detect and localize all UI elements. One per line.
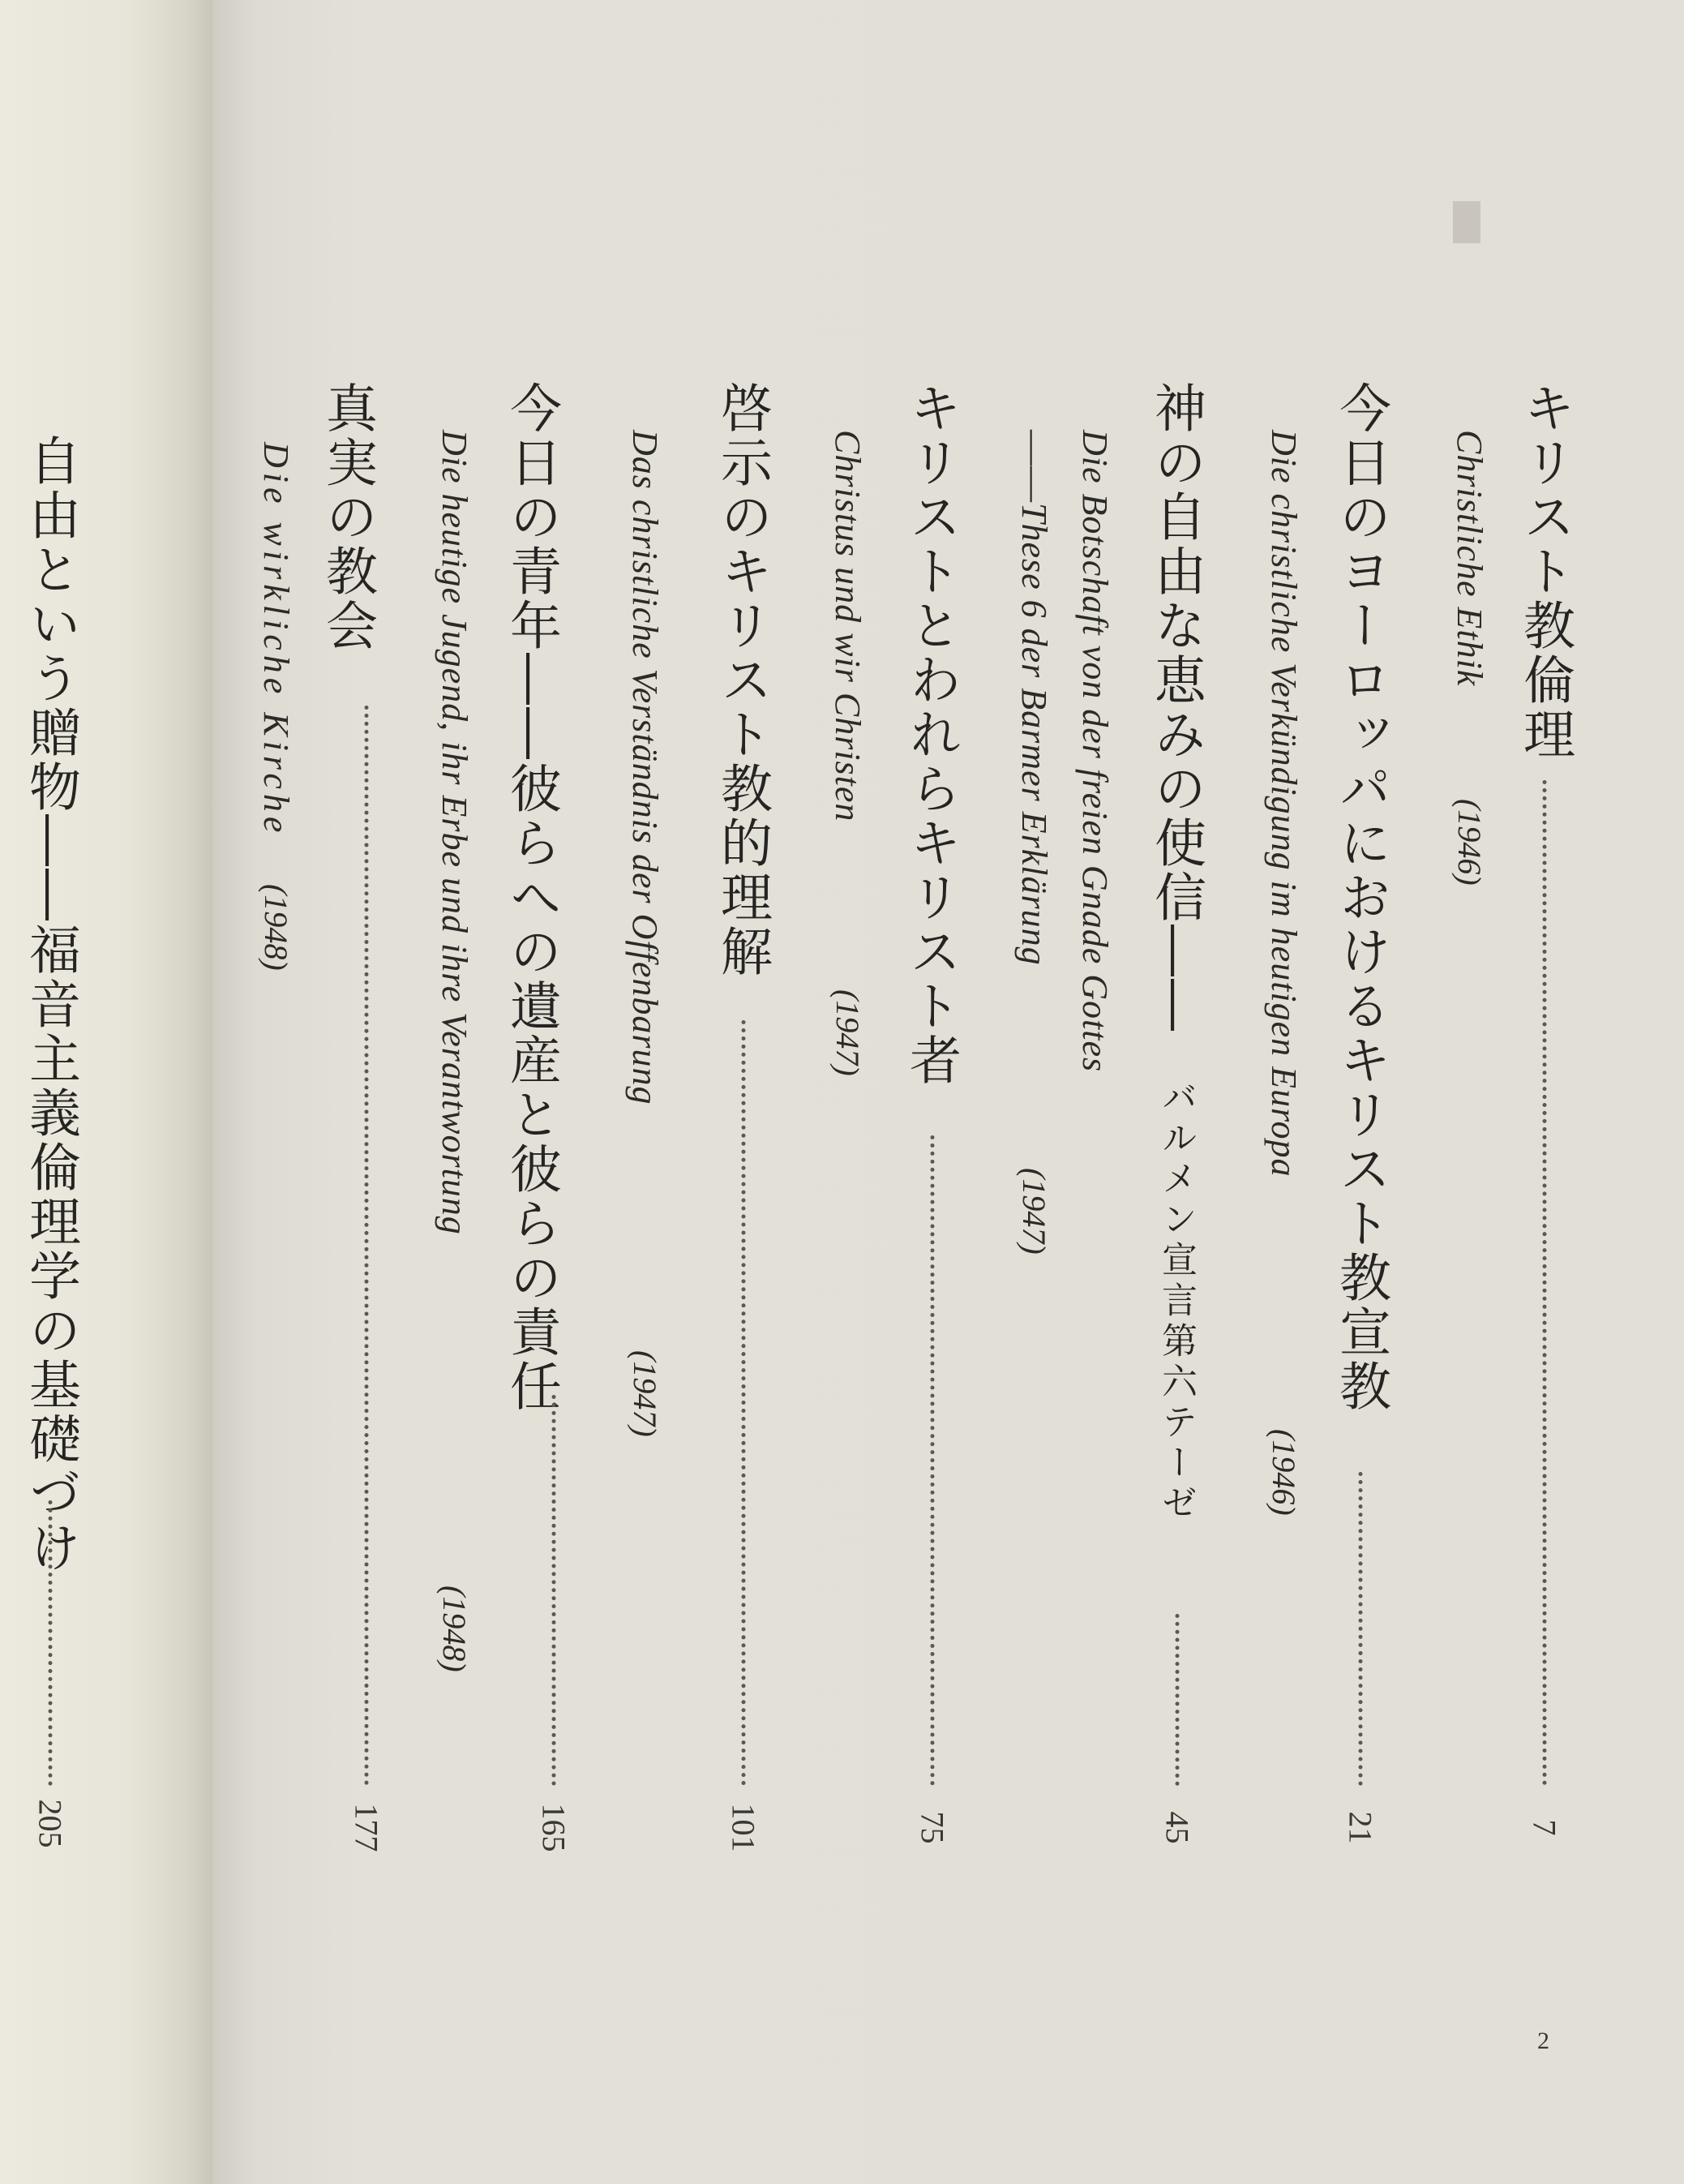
entry-year: (1948): [258, 884, 294, 971]
entry-year: (1947): [829, 989, 866, 1076]
entry-german-subtitle: ――These 6 der Barmer Erklärung: [1014, 430, 1054, 966]
entry-title-subtitle: バルメン宣言第六テーゼ: [1155, 1079, 1197, 1525]
dot-leader: [365, 706, 369, 1786]
dot-leader: [931, 1135, 935, 1786]
entry-german-title: Die wirkliche Kirche: [256, 442, 296, 838]
entry-german-title: Christus und wir Christen: [828, 430, 868, 822]
dot-leader: [1543, 780, 1547, 1786]
entry-year: (1946): [1451, 799, 1488, 886]
entry-german-title: Die Botschaft von der freien Gnade Gottes: [1075, 430, 1115, 1073]
page-folio: 2: [1537, 2027, 1549, 2054]
entry-year: (1947): [627, 1350, 663, 1437]
page-number: 165: [535, 1803, 572, 1852]
entry-title: 啓示のキリスト教的理解: [712, 381, 772, 979]
entry-year: (1948): [436, 1585, 473, 1672]
entry-title: キリスト教倫理: [1515, 381, 1575, 762]
page-number: 7: [1526, 1819, 1563, 1836]
entry-title: 今日の青年――彼らへの遺産と彼らの責任: [501, 381, 561, 1414]
entry-title: 神の自由な恵みの使信――: [1146, 381, 1206, 1033]
dot-leader: [742, 1020, 746, 1786]
entry-title: 自由という贈物――福音主義倫理学の基礎づけ: [20, 434, 80, 1575]
dot-leader: [552, 1395, 556, 1786]
page-number: 45: [1159, 1811, 1196, 1844]
entry-german-title: Christliche Ethik: [1450, 430, 1489, 687]
entry-title: 今日のヨーロッパにおけるキリスト教宣教: [1330, 381, 1390, 1414]
page-number: 101: [725, 1803, 762, 1852]
entry-german-title: Das christliche Verständnis der Offenbarung: [625, 430, 665, 1105]
page-number: 21: [1342, 1811, 1379, 1844]
page-number: 177: [348, 1803, 385, 1852]
entry-german-title: Die heutige Jugend, ihr Erbe und ihre Verantwortung: [435, 430, 474, 1235]
dot-leader: [49, 1500, 53, 1786]
entry-german-title: Die christliche Verkündigung im heutigen Europa: [1264, 430, 1304, 1178]
entry-title: 真実の教会: [317, 381, 377, 653]
page-number: 75: [914, 1811, 951, 1844]
dot-leader: [1176, 1614, 1180, 1786]
entry-year: (1946): [1266, 1429, 1302, 1516]
dot-leader: [1359, 1472, 1363, 1786]
part-marker: [1453, 201, 1480, 243]
entry-year: (1947): [1016, 1168, 1052, 1255]
page-number: 205: [32, 1799, 69, 1848]
entry-title: キリストとわれらキリスト者: [901, 381, 961, 1088]
